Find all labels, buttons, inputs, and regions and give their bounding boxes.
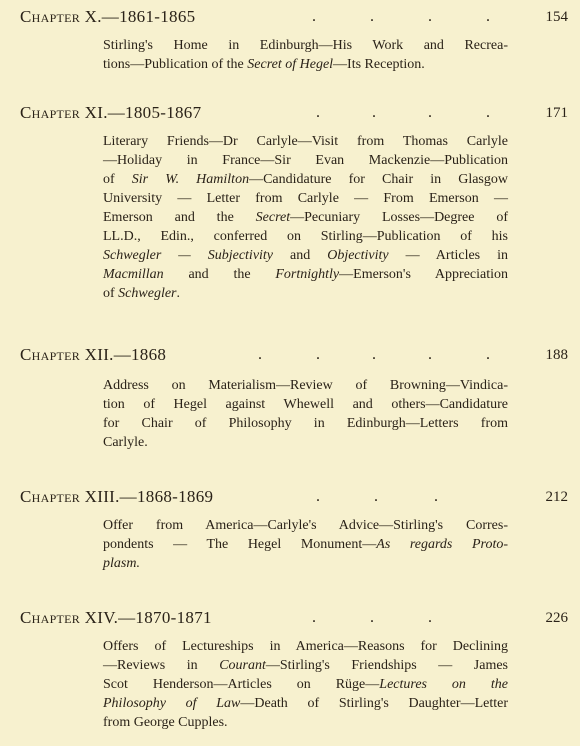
chapter-entry-xi [0, 102, 580, 301]
italic-title: plasm. [103, 556, 140, 571]
chapter-heading [0, 486, 580, 508]
leader-dot: . [434, 488, 438, 505]
italic-title: Sir W. Hamilton [131, 172, 250, 187]
summary-line: —Reviews in Courant—Stirling's Friendships — James [103, 658, 509, 673]
summary-line: LL.D., Edin., conferred on Stirling—Publication of his [103, 229, 508, 244]
leader-dot: . [428, 8, 432, 25]
italic-title: As regards Proto- [376, 537, 508, 552]
page-number: 212 [545, 489, 568, 505]
chapter-heading [0, 344, 580, 366]
italic-title: Secret of Hegel [247, 57, 334, 72]
chapter-entry-xiii [0, 486, 580, 571]
summary-line: tion of Hegel against Whewell and others—Candidature [103, 397, 508, 412]
leader-dot: . [316, 104, 320, 121]
leader-dot: . [486, 346, 490, 363]
italic-title: Macmillan [103, 267, 164, 282]
leader-dot: . [316, 346, 320, 363]
leader-dot: . [372, 104, 376, 121]
leader-dot: . [372, 346, 376, 363]
leader-dot: . [316, 488, 320, 505]
leader-dot: . [370, 609, 374, 626]
page-number: 154 [545, 9, 568, 25]
chapter-title: Chapter XII.—1868 [20, 345, 167, 364]
chapter-summary [103, 376, 508, 452]
summary-line: for Chair of Philosophy in Edinburgh—Letters from [103, 416, 508, 431]
leader-dot: . [312, 609, 316, 626]
leader-dot: . [374, 488, 378, 505]
italic-title: Lectures on the [379, 677, 508, 692]
chapter-heading [0, 6, 580, 28]
chapter-title: Chapter XIII.—1868-1869 [20, 487, 214, 506]
summary-line: Literary Friends—Dr Carlyle—Visit from Thomas Carlyle [103, 134, 508, 149]
summary-line: —Holiday in France—Sir Evan Mackenzie—Publication [103, 153, 508, 168]
chapter-entry-xii [0, 344, 580, 450]
summary-line: Scot Henderson—Articles on Rüge—Lectures on the [103, 677, 508, 692]
chapter-summary [103, 132, 508, 303]
chapter-summary [103, 516, 508, 573]
italic-title: Schwegler [118, 286, 177, 301]
leader-dot: . [428, 104, 432, 121]
leader-dot: . [428, 346, 432, 363]
italic-title: Objectivity [327, 248, 389, 263]
summary-line: of Sir W. Hamilton—Candidature for Chair in Glasgow [103, 172, 508, 187]
summary-line: of Schwegler. [103, 286, 180, 301]
leader-dot: . [486, 8, 490, 25]
chapter-entry-x [0, 6, 580, 72]
chapter-title: Chapter XI.—1805-1867 [20, 103, 202, 122]
leader-dot: . [312, 8, 316, 25]
summary-line: Offer from America—Carlyle's Advice—Stirling's Corres- [103, 518, 508, 533]
chapter-entry-xiv [0, 607, 580, 730]
chapter-title: Chapter XIV.—1870-1871 [20, 608, 212, 627]
summary-line: Emerson and the Secret—Pecuniary Losses—Degree of [103, 210, 508, 225]
italic-title: Courant [219, 658, 266, 673]
summary-line: Offers of Lectureships in America—Reasons for Declining [103, 639, 508, 654]
italic-title: Secret [255, 210, 291, 225]
leader-dot: . [370, 8, 374, 25]
page-number: 226 [545, 610, 568, 626]
summary-line: from George Cupples. [103, 715, 228, 730]
summary-line: Philosophy of Law—Death of Stirling's Daughter—Letter [103, 696, 508, 711]
summary-line: Stirling's Home in Edinburgh—His Work and Recrea- [103, 38, 508, 53]
summary-line: Macmillan and the Fortnightly—Emerson's Appreciation [103, 267, 508, 282]
leader-dot: . [258, 346, 262, 363]
chapter-heading [0, 102, 580, 124]
chapter-title: Chapter X.—1861-1865 [20, 7, 196, 26]
italic-title: Philosophy of Law [103, 696, 241, 711]
italic-title: Schwegler — Subjectivity [103, 248, 274, 263]
summary-line: pondents — The Hegel Monument—As regards Proto- [103, 537, 508, 552]
italic-title: Fortnightly [275, 267, 340, 282]
summary-line [103, 554, 508, 573]
chapter-summary [103, 36, 508, 74]
leader-dot: . [428, 609, 432, 626]
summary-line: Schwegler — Subjectivity and Objectivity — Articles in [103, 248, 508, 263]
page-number: 188 [545, 347, 568, 363]
summary-line: Address on Materialism—Review of Browning—Vindica- [103, 378, 508, 393]
page-number: 171 [545, 105, 568, 121]
chapter-heading [0, 607, 580, 629]
summary-line: University — Letter from Carlyle — From Emerson — [103, 191, 508, 206]
summary-line: Carlyle. [103, 435, 148, 450]
leader-dot: . [486, 104, 490, 121]
summary-line: tions—Publication of the Secret of Hegel—Its Reception. [103, 57, 425, 72]
chapter-summary [103, 637, 508, 732]
